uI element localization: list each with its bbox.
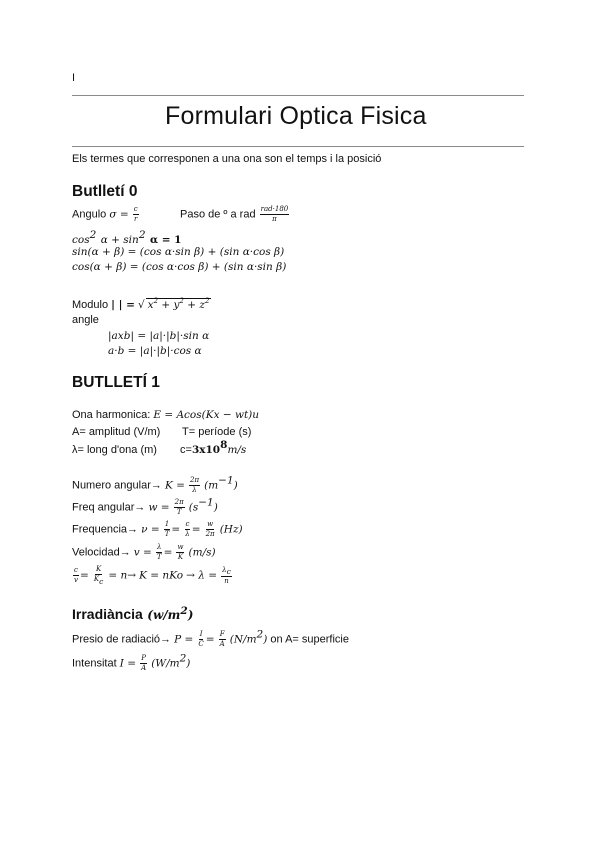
- title-bottom-rule: [72, 146, 524, 147]
- identity-pythagorean: $\cos^2 \alpha + \sin^2 \alpha = 1$: [72, 229, 182, 246]
- modulo-radicand: $x^2 + y^2 + z^2$: [147, 297, 210, 311]
- cross-product: |axb| = |a|·|b|·sin α: [108, 330, 210, 342]
- long-ona-text: λ= long d'ona (m): [72, 444, 157, 456]
- paso-label: Paso de º a rad: [180, 208, 256, 221]
- refraction-line: $\frac{c}{v}$ = $\frac{K}{Kc}$ = n→ K = nKo → λ = $\frac{\lambda c}{n}$: [74, 565, 231, 586]
- page-title: Formulari Optica Fisica: [165, 102, 427, 130]
- speed-of-light: $c=3x10^8m/s$: [180, 439, 247, 456]
- angulo-fraction: $\frac{c}{r}$: [133, 205, 138, 223]
- velocidad-line: Velocidad→ v = $\frac{\lambda}{T}$ = $\frac{w}{K}$ (m/s): [72, 543, 216, 561]
- intensitat-line: Intensitat I = $\frac{P}{A}$ $(W/m^2)$: [72, 652, 191, 672]
- paso-fraction: $\frac{\text{rad·180}}{\pi}$: [260, 205, 289, 223]
- frequencia-line: Frequencia→ ν = $\frac{1}{T}$ = $\frac{c}{\lambda}$ = $\frac{w}{2\pi}$ (Hz): [72, 520, 243, 538]
- freq-angular-line: Freq angular→ w = $\frac{2\pi}{T}$ $(s^{-1})$: [72, 496, 218, 516]
- ona-harmonica-line: Ona harmonica: E = Acos(Kx − wt)u: [72, 409, 260, 421]
- identity-sin-sum: sin(α + β) = (cos α·sin β) + (sin α·cos β): [72, 246, 285, 258]
- heading-butlleti-0: Butlletí 0: [72, 183, 138, 200]
- paso-line: [180, 206, 290, 223]
- periode-text: T= període (s): [182, 426, 252, 438]
- amplitud-text: A= amplitud (V/m): [72, 426, 161, 438]
- angulo-line: [72, 206, 140, 223]
- text-cursor-mark: I: [72, 72, 76, 84]
- modulo-label: Modulo: [72, 299, 109, 311]
- heading-butlleti-1: BUTLLETÍ 1: [72, 374, 160, 391]
- numero-angular-line: Numero angular→ K = $\frac{2\pi}{\lambda}$ $(m^{-1})$: [72, 474, 238, 494]
- intro-text: Els termes que corresponen a una ona son el temps i la posició: [72, 153, 382, 165]
- identity-cos-sum: cos(α + β) = (cos α·cos β) + (sin α·sin β): [72, 261, 287, 273]
- angle-label: angle: [72, 314, 99, 326]
- presio-radiacio-line: Presio de radiació→ P = $\frac{I}{C}$ = $\frac{F}{A}$ $(N/m^2)$ on A= superficie: [72, 628, 349, 648]
- angulo-lhs: σ =: [109, 208, 129, 221]
- heading-irradiancia: Irradiància $(w/m^2)$: [72, 605, 194, 622]
- modulo-line: Modulo | | = √ $x^2 + y^2 + z^2$: [72, 297, 210, 311]
- dot-product: a·b = |a|·|b|·cos α: [108, 345, 202, 357]
- title-top-rule: [72, 95, 524, 96]
- angulo-label: Angulo: [72, 208, 107, 221]
